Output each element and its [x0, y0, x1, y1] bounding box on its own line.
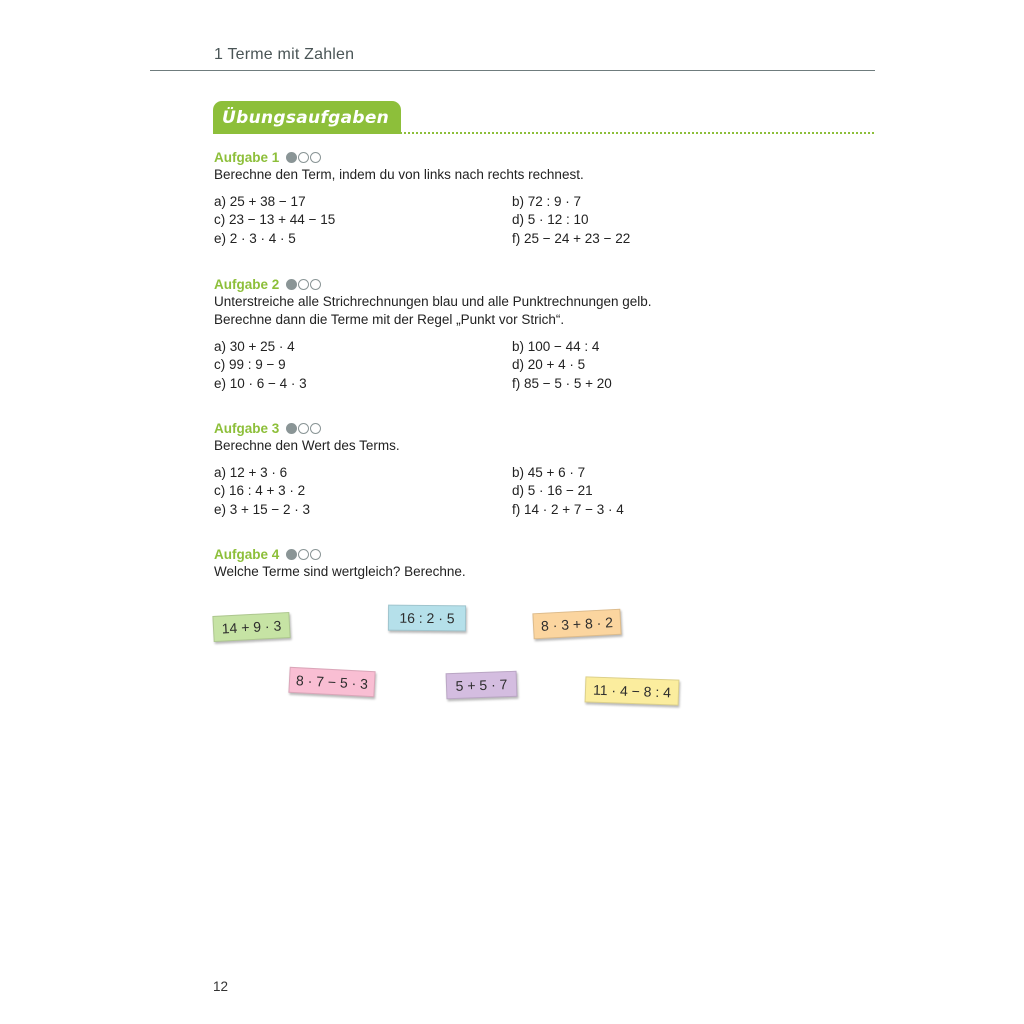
task-instruction: Unterstreiche alle Strichrechnungen blau und alle Punktrechnungen gelb.	[214, 294, 652, 309]
term-card: 14 + 9 · 3	[212, 612, 290, 642]
exercise-item: f) 25 − 24 + 23 − 22	[512, 230, 631, 246]
task-1	[214, 148, 694, 248]
task-4	[214, 545, 694, 581]
term-card: 8 · 3 + 8 · 2	[532, 609, 621, 640]
exercise-item: b) 100 − 44 : 4	[512, 339, 600, 354]
exercise-item: d) 20 + 4 · 5	[512, 357, 586, 373]
exercise-list	[214, 464, 694, 519]
exercise-item: d) 5 · 16 − 21	[512, 483, 593, 499]
difficulty-dot-empty-icon	[298, 423, 309, 434]
page-number: 12	[213, 979, 229, 994]
exercise-item: a) 12 + 3 · 6	[214, 465, 288, 480]
header-divider	[150, 70, 875, 71]
exercise-item: f) 14 · 2 + 7 − 3 · 4	[512, 501, 624, 517]
task-label: Aufgabe 1	[214, 149, 280, 165]
task-instruction: Berechne den Wert des Terms.	[214, 438, 400, 453]
task-header	[214, 419, 694, 437]
exercise-item: e) 2 · 3 · 4 · 5	[214, 230, 296, 246]
task-header	[214, 148, 694, 166]
difficulty-dot-filled-icon	[286, 423, 297, 434]
exercise-item: c) 16 : 4 + 3 · 2	[214, 483, 306, 499]
difficulty-indicator	[286, 423, 321, 434]
exercise-item: a) 30 + 25 · 4	[214, 339, 295, 354]
difficulty-indicator	[286, 279, 321, 290]
exercise-item: b) 72 : 9 · 7	[512, 194, 582, 209]
term-card: 5 + 5 · 7	[446, 671, 518, 699]
task-header	[214, 545, 694, 563]
exercise-item: f) 85 − 5 · 5 + 20	[512, 375, 612, 391]
task-3	[214, 419, 694, 519]
difficulty-dot-empty-icon	[310, 152, 321, 163]
exercise-item: e) 3 + 15 − 2 · 3	[214, 501, 311, 517]
difficulty-indicator	[286, 549, 321, 560]
term-card: 8 · 7 − 5 · 3	[288, 667, 375, 697]
difficulty-dot-empty-icon	[298, 549, 309, 560]
task-instruction: Berechne dann die Terme mit der Regel „Punkt vor Strich“.	[214, 312, 565, 327]
task-instruction: Berechne den Term, indem du von links nach rechts rechnest.	[214, 167, 584, 182]
exercise-item: a) 25 + 38 − 17	[214, 194, 306, 209]
difficulty-indicator	[286, 152, 321, 163]
difficulty-dot-empty-icon	[298, 279, 309, 290]
difficulty-dot-empty-icon	[298, 152, 309, 163]
task-2	[214, 275, 694, 393]
task-label: Aufgabe 3	[214, 420, 280, 436]
section-dotted-rule	[380, 132, 874, 134]
chapter-title: 1 Terme mit Zahlen	[214, 46, 355, 63]
difficulty-dot-filled-icon	[286, 279, 297, 290]
difficulty-dot-empty-icon	[310, 549, 321, 560]
exercise-item: d) 5 · 12 : 10	[512, 212, 589, 228]
exercise-list	[214, 193, 694, 248]
section-label: Übungsaufgaben	[213, 101, 401, 134]
difficulty-dot-empty-icon	[310, 423, 321, 434]
difficulty-dot-filled-icon	[286, 549, 297, 560]
task-label: Aufgabe 2	[214, 276, 280, 292]
task-label: Aufgabe 4	[214, 546, 280, 562]
exercise-item: b) 45 + 6 · 7	[512, 465, 586, 480]
task-instruction: Welche Terme sind wertgleich? Berechne.	[214, 564, 466, 579]
term-card: 16 : 2 · 5	[388, 605, 466, 632]
exercise-item: c) 23 − 13 + 44 − 15	[214, 212, 336, 228]
difficulty-dot-filled-icon	[286, 152, 297, 163]
task-header	[214, 275, 694, 293]
exercise-item: c) 99 : 9 − 9	[214, 357, 286, 373]
difficulty-dot-empty-icon	[310, 279, 321, 290]
exercise-item: e) 10 · 6 − 4 · 3	[214, 375, 307, 391]
term-card: 11 · 4 − 8 : 4	[585, 676, 680, 705]
exercise-list	[214, 338, 694, 393]
